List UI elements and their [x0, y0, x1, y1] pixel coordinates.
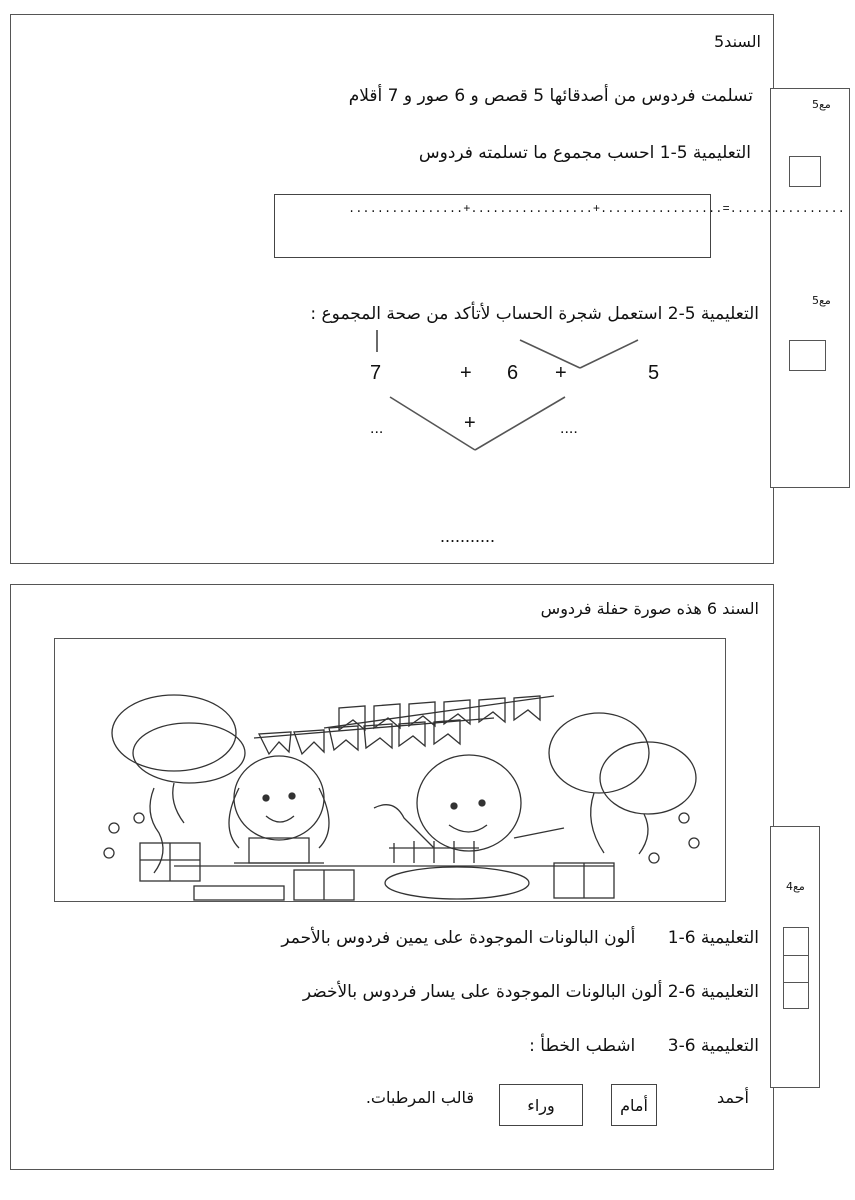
- calculation-tree-lines: [0, 0, 855, 560]
- section5-task2-label: التعليمية 5-2: [667, 304, 759, 324]
- tree-left-blank[interactable]: ...: [370, 420, 384, 437]
- sentence-start: أحمد: [717, 1088, 749, 1107]
- section5-score-label-1: مع5: [812, 98, 831, 111]
- section6-score-checkbox-3[interactable]: [783, 982, 809, 1009]
- tree-operator-1: +: [460, 362, 472, 384]
- tree-result-blank[interactable]: ...........: [440, 526, 496, 546]
- section5-task1-text: احسب مجموع ما تسلمته فردوس: [418, 143, 655, 163]
- section5-statement: تسلمت فردوس من أصدقائها 5 قصص و 6 صور و 7 أقلام: [348, 86, 753, 106]
- section5-score-label-2: مع5: [812, 294, 831, 307]
- section6-task1: [281, 928, 759, 948]
- section6-task2-text: ألون البالونات الموجودة على يسار فردوس بالأخضر: [302, 982, 663, 1002]
- section6-score-checkbox-2[interactable]: [783, 955, 809, 983]
- section6-score-label: مع4: [786, 880, 805, 893]
- section6-task1-text: ألون البالونات الموجودة على يمين فردوس بالأحمر: [281, 928, 636, 948]
- tree-number-7: 7: [370, 362, 382, 384]
- section6-task3-label: التعليمية 6-3: [667, 1036, 759, 1056]
- section6-title: السند 6 هذه صورة حفلة فردوس: [540, 599, 759, 618]
- party-illustration: [54, 638, 726, 902]
- option-waraa-button[interactable]: وراء: [499, 1084, 583, 1126]
- section6-task2: [303, 982, 759, 1002]
- tree-number-6: 6: [507, 362, 519, 384]
- tree-operator-2: +: [555, 362, 567, 384]
- tree-right-blank[interactable]: ....: [560, 420, 578, 437]
- section6-task3-text: اشطب الخطأ :: [529, 1036, 636, 1056]
- section6-score-checkbox-1[interactable]: [783, 927, 809, 956]
- option-amam-button[interactable]: أمام: [611, 1084, 657, 1126]
- tree-number-5: 5: [648, 362, 660, 384]
- section5-task1-label: التعليمية 5-1: [659, 143, 751, 163]
- section6-task2-label: التعليمية 6-2: [667, 982, 759, 1002]
- section5-task2-text: استعمل شجرة الحساب لأتأكد من صحة المجموع :: [310, 304, 663, 324]
- section6-task3: [529, 1036, 759, 1056]
- sentence-end: قالب المرطبات.: [365, 1088, 474, 1107]
- section5-title: السند5: [713, 32, 761, 51]
- tree-lower-operator: +: [464, 412, 476, 434]
- section6-task1-label: التعليمية 6-1: [667, 928, 759, 948]
- section5-answer-template[interactable]: ................+.................+.................=................: [348, 202, 845, 216]
